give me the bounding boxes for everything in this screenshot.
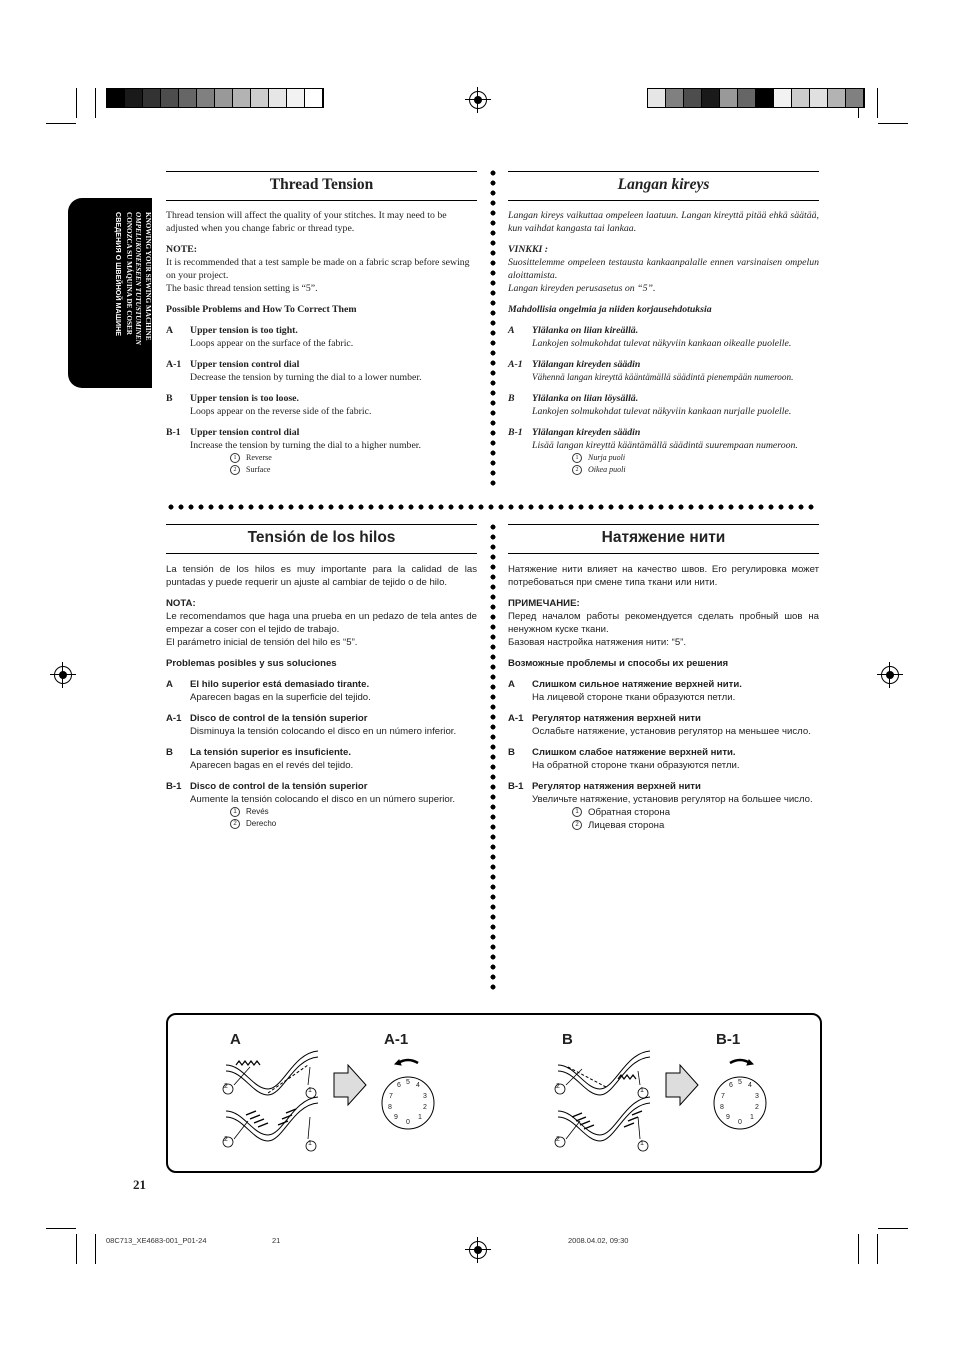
fabric-diagram-b — [558, 1051, 650, 1141]
legend-text: Revés — [246, 807, 269, 816]
figure-label-b: B — [562, 1031, 573, 1048]
ru-item — [508, 780, 819, 806]
crop-mark — [76, 88, 77, 118]
registration-mark-icon — [469, 1241, 487, 1259]
en-item — [166, 392, 477, 418]
fi-section — [508, 209, 819, 476]
item-title: Ylälanka on liian kireällä. — [532, 325, 639, 336]
crop-mark — [46, 123, 76, 124]
crop-mark — [46, 1228, 76, 1229]
ru-note-basic: Базовая настройка натяжения нити: “5”. — [508, 637, 687, 648]
registration-mark-icon — [469, 91, 487, 109]
figure-label-a: A — [230, 1031, 241, 1048]
item-code: A-1 — [508, 713, 524, 724]
dial-number: 0 — [738, 1119, 742, 1126]
ru-note-text: Перед началом работы рекомендуется сделать пробный шов на ненужном куске ткани. — [508, 611, 819, 635]
item-code: A — [508, 325, 515, 336]
horizontal-divider — [166, 504, 818, 510]
en-item — [166, 324, 477, 350]
es-problems-title: Problemas posibles y sus soluciones — [166, 658, 337, 669]
item-text: Loops appear on the reverse side of the fabric. — [190, 406, 372, 417]
ru-item — [508, 712, 819, 738]
item-code: A-1 — [166, 359, 182, 370]
item-title: Disco de control de la tensión superior — [190, 713, 368, 724]
item-title: Disco de control de la tensión superior — [190, 781, 368, 792]
dial-number: 2 — [423, 1104, 427, 1111]
es-section — [166, 563, 477, 830]
item-text: Увеличьте натяжение, установив регулятор на большее число. — [532, 794, 813, 805]
item-title: Слишком слабое натяжение верхней нити. — [532, 747, 736, 758]
es-note-text: Le recomendamos que haga una prueba en un pedazo de tela antes de empezar a coser con el tejido de trabajo. — [166, 611, 477, 635]
vertical-divider — [490, 168, 496, 490]
item-title: Ylälangan kireyden säädin — [532, 359, 641, 370]
en-problems-title: Possible Problems and How To Correct Them — [166, 304, 357, 315]
item-title: Upper tension control dial — [190, 427, 300, 438]
crop-mark — [878, 123, 908, 124]
legend-text: Oikea puoli — [588, 465, 626, 474]
crop-mark — [95, 88, 96, 118]
crop-mark — [877, 88, 878, 118]
legend-number: 1 — [230, 807, 240, 817]
figure-label-b1: B-1 — [716, 1031, 741, 1048]
crop-mark — [858, 1234, 859, 1264]
dial-number: 1 — [418, 1114, 422, 1121]
crop-mark — [95, 1234, 96, 1264]
legend-number: 2 — [572, 465, 582, 475]
en-item — [166, 426, 477, 452]
fi-note-text: Suosittelemme ompeleen testausta kankaanpalalle ennen varsinaisen ompelun aloittamista. — [508, 257, 819, 281]
fabric-diagram-a — [226, 1051, 318, 1141]
dial-number: 9 — [394, 1114, 398, 1121]
en-note-basic: The basic thread tension setting is “5”. — [166, 283, 318, 294]
item-title: Регулятор натяжения верхней нити — [532, 781, 701, 792]
item-text: Decrease the tension by turning the dial to a lower number. — [190, 372, 422, 383]
marker-number: 1 — [308, 1087, 312, 1094]
dial-number: 5 — [406, 1079, 410, 1086]
dial-number: 7 — [389, 1093, 393, 1100]
registration-mark-icon — [881, 666, 899, 684]
item-code: B-1 — [166, 781, 182, 792]
legend-number: 1 — [572, 453, 582, 463]
ru-intro: Натяжение нити влияет на качество швов. Его регулировка может потребоваться при смене типа ткани или нити. — [508, 564, 819, 588]
es-intro: La tensión de los hilos es muy importante para la calidad de las puntadas y puede requerir un ajuste al cambiar de tejido o de hilo. — [166, 564, 477, 588]
dial-number: 4 — [416, 1082, 420, 1089]
item-text: Lankojen solmukohdat tulevat näkyviin kankaan nurjalle puolelle. — [532, 406, 792, 417]
item-text: Disminuya la tensión colocando el disco en un número inferior. — [190, 726, 457, 737]
legend-text: Лицевая сторона — [588, 820, 665, 831]
marker-number: 2 — [224, 1083, 228, 1090]
arrow-right-icon — [666, 1065, 698, 1105]
dial-number: 5 — [738, 1079, 742, 1086]
footer-file-name: 08C713_XE4683-001_P01-24 — [106, 1236, 207, 1245]
en-note-text: It is recommended that a test sample be made on a fabric scrap before sewing on your project. — [166, 257, 470, 281]
legend-text: Derecho — [246, 819, 277, 828]
dial-number: 8 — [388, 1104, 392, 1111]
es-item — [166, 678, 477, 704]
es-item — [166, 712, 477, 738]
footer-page: 21 — [272, 1236, 281, 1245]
item-text: Lisää langan kireyttä kääntämällä säädintä suurempaan numeroon. — [532, 440, 798, 451]
side-tab-line: KNOWING YOUR SEWING MACHINE — [144, 212, 152, 341]
dial-number: 7 — [721, 1093, 725, 1100]
es-legend — [166, 806, 477, 830]
page-number: 21 — [133, 1177, 146, 1192]
dial-number: 3 — [755, 1093, 759, 1100]
item-code: A-1 — [508, 359, 523, 370]
item-text: На лицевой стороне ткани образуются петли. — [532, 692, 736, 703]
crop-mark — [76, 1234, 77, 1264]
item-text: Lankojen solmukohdat tulevat näkyviin kankaan oikealle puolelle. — [532, 338, 792, 349]
side-tab-line: CONOZCA SU MÁQUINA DE COSER — [125, 212, 133, 336]
item-code: A — [166, 325, 174, 336]
es-item — [166, 746, 477, 772]
legend-number: 2 — [572, 820, 582, 830]
item-title: La tensión superior es insuficiente. — [190, 747, 351, 758]
es-note-label: NOTA: — [166, 598, 196, 609]
item-title: Ylälanka on liian löysällä. — [532, 393, 639, 404]
vertical-divider — [490, 522, 496, 994]
tension-figure — [166, 1013, 822, 1173]
item-code: B — [166, 393, 173, 404]
item-text: Loops appear on the surface of the fabric. — [190, 338, 354, 349]
item-code: B — [166, 747, 173, 758]
item-code: B — [508, 393, 515, 404]
color-bar-left — [106, 88, 324, 108]
ru-item — [508, 678, 819, 704]
legend-number: 1 — [572, 807, 582, 817]
dial-number: 6 — [729, 1082, 733, 1089]
fi-problems-title: Mahdollisia ongelmia ja niiden korjausehdotuksia — [508, 304, 712, 315]
item-code: A — [166, 679, 173, 690]
item-text: На обратной стороне ткани образуются петли. — [532, 760, 740, 771]
dial-number: 8 — [720, 1104, 724, 1111]
item-code: B-1 — [508, 781, 524, 792]
registration-mark-icon — [54, 666, 72, 684]
marker-number: 1 — [640, 1140, 644, 1147]
marker-number: 2 — [224, 1136, 228, 1143]
fi-intro: Langan kireys vaikuttaa ompeleen laatuun. Langan kireyttä pitää ehkä säätää, kun vaihdat kangasta tai lankaa. — [508, 210, 819, 234]
item-text: Increase the tension by turning the dial to a higher number. — [190, 440, 421, 451]
item-code: A-1 — [166, 713, 182, 724]
item-title: Upper tension is too tight. — [190, 325, 298, 336]
ru-legend — [508, 806, 819, 832]
dial-number: 3 — [423, 1093, 427, 1100]
legend-text: Reverse — [246, 453, 272, 462]
en-intro: Thread tension will affect the quality of your stitches. It may need to be adjusted when you change fabric or thread type. — [166, 210, 447, 234]
en-section — [166, 209, 477, 476]
fi-legend — [508, 452, 819, 476]
item-title: Регулятор натяжения верхней нити — [532, 713, 701, 724]
en-heading: Thread Tension — [166, 171, 477, 201]
legend-text: Nurja puoli — [588, 453, 626, 462]
marker-number: 2 — [556, 1083, 560, 1090]
legend-text: Surface — [246, 465, 271, 474]
crop-mark — [877, 1234, 878, 1264]
en-note-label: NOTE: — [166, 244, 198, 255]
marker-number: 1 — [640, 1087, 644, 1094]
item-title: Upper tension is too loose. — [190, 393, 299, 404]
fi-note-basic: Langan kireyden perusasetus on “5”. — [508, 283, 656, 294]
item-text: Aparecen bagas en el revés del tejido. — [190, 760, 354, 771]
en-legend — [166, 452, 477, 476]
item-text: Aumente la tensión colocando el disco en un número superior. — [190, 794, 456, 805]
legend-number: 2 — [230, 465, 240, 475]
dial-number: 4 — [748, 1082, 752, 1089]
marker-number: 1 — [308, 1140, 312, 1147]
ru-problems-title: Возможные проблемы и способы их решения — [508, 658, 729, 669]
figure-label-a1: A-1 — [384, 1031, 409, 1048]
item-code: B — [508, 747, 515, 758]
es-heading: Tensión de los hilos — [166, 524, 477, 554]
item-text: Vähennä langan kireyttä kääntämällä säädintä pienempään numeroon. — [532, 372, 794, 382]
en-item — [166, 358, 477, 384]
dial-number: 2 — [755, 1104, 759, 1111]
fi-note-label: VINKKI : — [508, 244, 549, 255]
es-note-basic: El parámetro inicial de tensión del hilo es “5”. — [166, 637, 358, 648]
side-tab-line: OMPELUKONEESEEN TUTUSTUMINEN — [134, 212, 143, 345]
es-item — [166, 780, 477, 806]
ru-heading: Натяжение нити — [508, 524, 819, 554]
legend-text: Обратная сторона — [588, 807, 671, 818]
fi-heading: Langan kireys — [508, 171, 819, 201]
item-code: B-1 — [166, 427, 181, 438]
dial-number: 1 — [750, 1114, 754, 1121]
ru-item — [508, 746, 819, 772]
legend-number: 2 — [230, 819, 240, 829]
item-code: B-1 — [508, 427, 523, 438]
item-text: Ослабьте натяжение, установив регулятор на меньшее число. — [532, 726, 811, 737]
crop-mark — [878, 1228, 908, 1229]
fi-item — [508, 392, 819, 418]
dial-number: 9 — [726, 1114, 730, 1121]
arrow-right-icon — [334, 1065, 366, 1105]
item-title: Слишком сильное натяжение верхней нити. — [532, 679, 742, 690]
item-title: Ylälangan kireyden säädin — [532, 427, 641, 438]
ru-section — [508, 563, 819, 832]
legend-number: 1 — [230, 453, 240, 463]
dial-number: 0 — [406, 1119, 410, 1126]
section-side-tab — [68, 198, 152, 388]
dial-number: 6 — [397, 1082, 401, 1089]
fi-item — [508, 324, 819, 350]
fi-item — [508, 358, 819, 384]
color-bar-right — [647, 88, 865, 108]
item-title: El hilo superior está demasiado tirante. — [190, 679, 370, 690]
side-tab-line: СВЕДЕНИЯ О ШВЕЙНОЙ МАШИНЕ — [114, 212, 124, 337]
marker-number: 2 — [556, 1136, 560, 1143]
item-code: A — [508, 679, 515, 690]
footer-date: 2008.04.02, 09:30 — [568, 1236, 629, 1245]
ru-note-label: ПРИМЕЧАНИЕ: — [508, 598, 580, 609]
item-text: Aparecen bagas en la superficie del tejido. — [190, 692, 371, 703]
item-title: Upper tension control dial — [190, 359, 300, 370]
fi-item — [508, 426, 819, 452]
